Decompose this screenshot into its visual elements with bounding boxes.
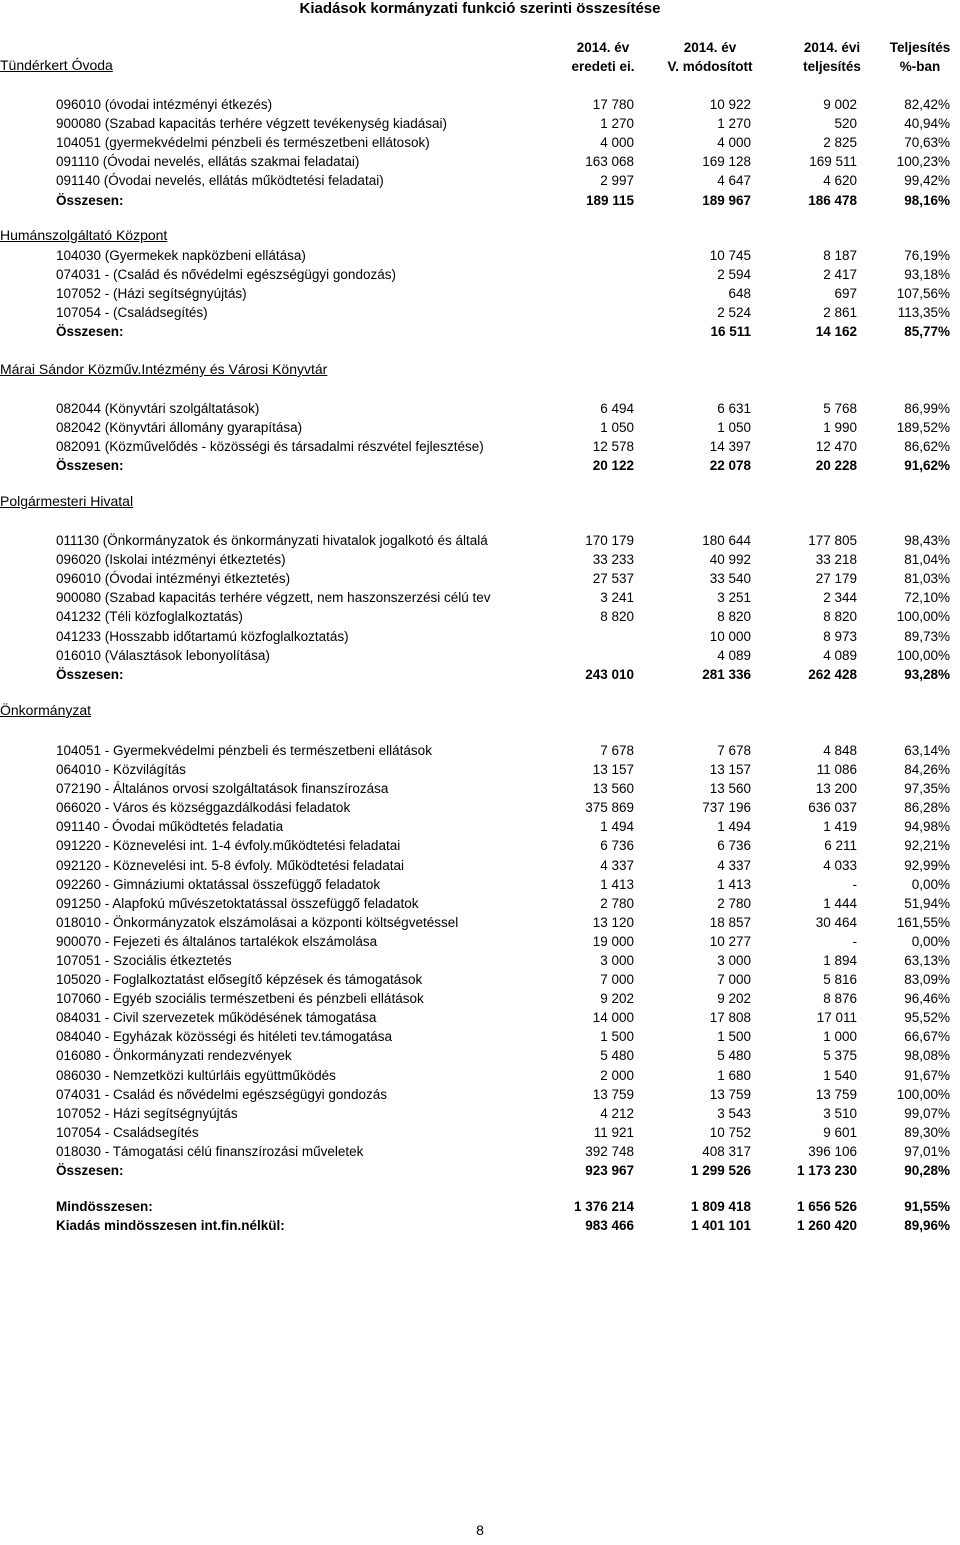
- cell-label: 104051 (gyermekvédelmi pénzbeli és természetbeni ellátosok): [56, 135, 430, 150]
- cell-pct: 89,30%: [904, 1125, 950, 1140]
- cell-v3: 396 106: [808, 1144, 857, 1159]
- table-row: [0, 133, 960, 152]
- cell-v2: 10 922: [709, 97, 751, 112]
- table-row: [0, 817, 960, 836]
- section-total-row: [0, 665, 960, 684]
- org-title: Önkormányzat: [0, 702, 92, 718]
- table-row: [0, 894, 960, 913]
- cell-pct: 93,18%: [904, 267, 950, 282]
- table-row: [0, 1008, 960, 1027]
- cell-v2: 14 397: [709, 439, 751, 454]
- cell-v1: 4 337: [600, 858, 634, 873]
- cell-v2: 13 759: [709, 1087, 751, 1102]
- cell-v3: 1 894: [823, 953, 857, 968]
- cell-v1: 2 000: [600, 1068, 634, 1083]
- cell-v1: 9 202: [600, 991, 634, 1006]
- cell-label: 066020 - Város és községgazdálkodási feladatok: [56, 800, 351, 815]
- section-total-row: [0, 322, 960, 341]
- table-row: [0, 875, 960, 894]
- grand-total-row: [0, 1197, 960, 1216]
- cell-v1: 13 560: [592, 781, 634, 796]
- cell-v3: 8 187: [823, 248, 857, 263]
- cell-v2: 9 202: [717, 991, 751, 1006]
- cell-v2: 281 336: [702, 667, 751, 682]
- cell-pct: 97,01%: [904, 1144, 950, 1159]
- cell-label: 074031 - (Család és nővédelmi egészségügyi gondozás): [56, 267, 396, 282]
- cell-v1: 375 869: [585, 800, 634, 815]
- section-total-row: [0, 191, 960, 210]
- table-row: [0, 171, 960, 190]
- cell-label: 092120 - Köznevelési int. 5-8 évfoly. Működtetési feladatai: [56, 858, 404, 873]
- table-row: [0, 531, 960, 550]
- table-row: [0, 1027, 960, 1046]
- cell-pct: 63,13%: [904, 953, 950, 968]
- cell-label: Összesen:: [56, 193, 124, 208]
- cell-v2: 1 809 418: [690, 1199, 751, 1214]
- cell-v2: 2 594: [717, 267, 751, 282]
- cell-v2: 4 337: [717, 858, 751, 873]
- cell-v3: 11 086: [816, 762, 857, 777]
- table-row: [0, 1123, 960, 1142]
- cell-v2: 10 752: [709, 1125, 751, 1140]
- cell-label: 064010 - Közvilágítás: [56, 762, 186, 777]
- cell-label: 082091 (Közművelődés - közösségi és társadalmi részvétel fejlesztése): [56, 439, 484, 454]
- cell-v1: 6 494: [600, 401, 634, 416]
- cell-v3: 12 470: [815, 439, 857, 454]
- cell-v2: 7 000: [717, 972, 751, 987]
- table-row: [0, 1142, 960, 1161]
- cell-pct: 100,00%: [896, 609, 950, 624]
- table-row: [0, 246, 960, 265]
- cell-pct: 161,55%: [896, 915, 950, 930]
- cell-label: 018010 - Önkormányzatok elszámolásai a központi költségvetéssel: [56, 915, 459, 930]
- cell-v2: 18 857: [709, 915, 751, 930]
- cell-v3: 1 260 420: [796, 1218, 857, 1233]
- cell-v2: 4 000: [717, 135, 751, 150]
- cell-v3: 27 179: [815, 571, 857, 586]
- cell-pct: 81,03%: [904, 571, 950, 586]
- cell-v1: 392 748: [585, 1144, 634, 1159]
- cell-v3: 1 540: [823, 1068, 857, 1083]
- cell-pct: 51,94%: [904, 896, 950, 911]
- cell-v2: 2 780: [717, 896, 751, 911]
- cell-v2: 10 000: [709, 629, 751, 644]
- cell-pct: 189,52%: [896, 420, 950, 435]
- cell-pct: 0,00%: [911, 877, 950, 892]
- cell-v3: 4 848: [823, 743, 857, 758]
- grand-total-row: [0, 1216, 960, 1235]
- cell-label: 018030 - Támogatási célú finanszírozási műveletek: [56, 1144, 364, 1159]
- cell-v3: 169 511: [809, 154, 857, 169]
- table-row: [0, 569, 960, 588]
- cell-label: 091220 - Köznevelési int. 1-4 évfoly.működtetési feladatai: [56, 838, 401, 853]
- cell-pct: 107,56%: [896, 286, 950, 301]
- cell-pct: 86,62%: [904, 439, 950, 454]
- cell-pct: 100,00%: [896, 648, 950, 663]
- cell-label: 016080 - Önkormányzati rendezvények: [56, 1048, 292, 1063]
- cell-v2: 169 128: [702, 154, 751, 169]
- cell-v1: 3 000: [600, 953, 634, 968]
- cell-v2: 6 631: [717, 401, 751, 416]
- cell-pct: 98,43%: [904, 533, 950, 548]
- table-row: [0, 1085, 960, 1104]
- cell-v3: 17 011: [816, 1010, 857, 1025]
- cell-v3: 186 478: [808, 193, 857, 208]
- cell-pct: 113,35%: [897, 305, 950, 320]
- cell-v3: 8 876: [823, 991, 857, 1006]
- cell-pct: 92,21%: [904, 838, 950, 853]
- header-modified-budget: 2014. év V. módosított: [667, 40, 753, 74]
- cell-pct: 0,00%: [911, 934, 950, 949]
- cell-label: 096020 (Iskolai intézményi étkeztetés): [56, 552, 286, 567]
- cell-v2: 10 745: [709, 248, 751, 263]
- header-percent: Teljesítés %-ban: [889, 40, 951, 74]
- cell-v3: 3 510: [823, 1106, 857, 1121]
- cell-label: 107060 - Egyéb szociális természetbeni és pénzbeli ellátások: [56, 991, 424, 1006]
- cell-pct: 97,35%: [904, 781, 950, 796]
- cell-v3: 13 759: [815, 1087, 857, 1102]
- cell-v1: 1 413: [600, 877, 634, 892]
- cell-v1: 1 500: [600, 1029, 634, 1044]
- table-row: [0, 779, 960, 798]
- cell-v1: 11 921: [593, 1125, 634, 1140]
- cell-v1: 6 736: [600, 838, 634, 853]
- cell-v3: 20 228: [815, 458, 857, 473]
- cell-v1: 170 179: [585, 533, 634, 548]
- cell-pct: 99,07%: [904, 1106, 950, 1121]
- cell-v1: 189 115: [585, 193, 634, 208]
- cell-pct: 90,28%: [904, 1163, 950, 1178]
- cell-pct: 94,98%: [904, 819, 950, 834]
- cell-pct: 89,96%: [904, 1218, 950, 1233]
- cell-label: 091250 - Alapfokú művészetoktatással összefüggő feladatok: [56, 896, 419, 911]
- cell-v1: 1 376 214: [573, 1199, 634, 1214]
- cell-pct: 91,67%: [904, 1068, 950, 1083]
- cell-label: 091110 (Óvodai nevelés, ellátás szakmai feladatai): [56, 154, 360, 169]
- cell-v1: 8 820: [600, 609, 634, 624]
- cell-label: 107052 - (Házi segítségnyújtás): [56, 286, 247, 301]
- cell-v2: 17 808: [709, 1010, 751, 1025]
- cell-v3: -: [852, 934, 857, 949]
- header-original-budget: 2014. év eredeti ei.: [571, 40, 635, 74]
- cell-v1: 923 967: [585, 1163, 634, 1178]
- cell-label: 107054 - (Családsegítés): [56, 305, 208, 320]
- cell-pct: 81,04%: [904, 552, 950, 567]
- cell-pct: 91,62%: [904, 458, 950, 473]
- table-row: [0, 932, 960, 951]
- cell-v3: 14 162: [815, 324, 857, 339]
- cell-pct: 93,28%: [904, 667, 950, 682]
- table-row: [0, 550, 960, 569]
- cell-v3: 4 033: [823, 858, 857, 873]
- cell-pct: 40,94%: [904, 116, 950, 131]
- cell-label: 107051 - Szociális étkeztetés: [56, 953, 232, 968]
- cell-v2: 1 299 526: [690, 1163, 751, 1178]
- cell-v3: 1 173 230: [796, 1163, 857, 1178]
- cell-v1: 983 466: [585, 1218, 634, 1233]
- cell-v3: 1 990: [823, 420, 857, 435]
- cell-v1: 4 212: [600, 1106, 634, 1121]
- table-row: [0, 418, 960, 437]
- cell-label: 107054 - Családsegítés: [56, 1125, 199, 1140]
- cell-v3: 2 861: [823, 305, 857, 320]
- cell-v1: 7 000: [600, 972, 634, 987]
- cell-v2: 1 680: [717, 1068, 751, 1083]
- cell-pct: 89,73%: [904, 629, 950, 644]
- table-row: [0, 741, 960, 760]
- cell-label: 041233 (Hosszabb időtartamú közfoglalkoztatás): [56, 629, 349, 644]
- table-row: [0, 303, 960, 322]
- cell-v2: 1 500: [717, 1029, 751, 1044]
- section-total-row: [0, 456, 960, 475]
- table-row: [0, 913, 960, 932]
- cell-label: Összesen:: [56, 667, 124, 682]
- cell-pct: 98,08%: [904, 1048, 950, 1063]
- cell-v3: 5 375: [823, 1048, 857, 1063]
- cell-v3: 6 211: [824, 838, 857, 853]
- cell-v2: 648: [728, 286, 751, 301]
- table-row: [0, 1066, 960, 1085]
- cell-pct: 76,19%: [904, 248, 950, 263]
- cell-pct: 83,09%: [904, 972, 950, 987]
- cell-v1: 13 120: [592, 915, 634, 930]
- cell-label: Összesen:: [56, 458, 124, 473]
- table-row: [0, 399, 960, 418]
- table-row: [0, 1104, 960, 1123]
- table-row: [0, 836, 960, 855]
- cell-v2: 4 089: [717, 648, 751, 663]
- cell-label: 096010 (Óvodai intézményi étkeztetés): [56, 571, 291, 586]
- table-row: [0, 970, 960, 989]
- cell-v2: 1 413: [717, 877, 751, 892]
- cell-v2: 8 820: [717, 609, 751, 624]
- cell-label: 900080 (Szabad kapacitás terhére végzett tevékenység kiadásai): [56, 116, 447, 131]
- cell-v3: 1 000: [823, 1029, 857, 1044]
- cell-pct: 72,10%: [904, 590, 950, 605]
- cell-label: 107052 - Házi segítségnyújtás: [56, 1106, 238, 1121]
- cell-v3: 520: [834, 116, 857, 131]
- cell-v1: 1 494: [600, 819, 634, 834]
- cell-v3: -: [852, 877, 857, 892]
- cell-label: 074031 - Család és nővédelmi egészségügyi gondozás: [56, 1087, 387, 1102]
- cell-v3: 177 805: [808, 533, 857, 548]
- cell-v1: 1 050: [600, 420, 634, 435]
- cell-v1: 7 678: [600, 743, 634, 758]
- table-row: [0, 607, 960, 626]
- cell-v2: 1 270: [717, 116, 751, 131]
- cell-v1: 12 578: [592, 439, 634, 454]
- table-row: [0, 856, 960, 875]
- cell-pct: 86,99%: [904, 401, 950, 416]
- org-title: Polgármesteri Hivatal: [0, 493, 134, 509]
- cell-v3: 262 428: [808, 667, 857, 682]
- cell-pct: 98,16%: [904, 193, 950, 208]
- cell-label: Összesen:: [56, 324, 124, 339]
- cell-v3: 8 973: [823, 629, 857, 644]
- table-row: [0, 437, 960, 456]
- cell-v3: 4 620: [823, 173, 857, 188]
- cell-label: 091140 - Óvodai működtetés feladatia: [56, 819, 284, 834]
- table-row: [0, 798, 960, 817]
- cell-v1: 3 241: [600, 590, 634, 605]
- table-row: [0, 95, 960, 114]
- table-row: [0, 951, 960, 970]
- cell-v1: 20 122: [592, 458, 634, 473]
- cell-v2: 13 157: [709, 762, 751, 777]
- cell-v2: 33 540: [709, 571, 751, 586]
- cell-v1: 13 157: [592, 762, 634, 777]
- cell-v3: 9 601: [823, 1125, 857, 1140]
- org-title-tunderkert: Tündérkert Óvoda: [0, 57, 113, 73]
- cell-v3: 5 816: [823, 972, 857, 987]
- cell-v1: 33 233: [592, 552, 634, 567]
- cell-pct: 96,46%: [904, 991, 950, 1006]
- cell-label: 041232 (Téli közfoglalkoztatás): [56, 609, 243, 624]
- cell-pct: 70,63%: [904, 135, 950, 150]
- cell-v1: 2 780: [600, 896, 634, 911]
- cell-label: Kiadás mindösszesen int.fin.nélkül:: [56, 1218, 285, 1233]
- cell-label: 104030 (Gyermekek napközbeni ellátása): [56, 248, 306, 263]
- cell-label: 092260 - Gimnáziumi oktatással összefüggő feladatok: [56, 877, 381, 892]
- cell-pct: 95,52%: [904, 1010, 950, 1025]
- cell-v2: 189 967: [702, 193, 751, 208]
- cell-label: 900070 - Fejezeti és általános tartalékok elszámolása: [56, 934, 378, 949]
- cell-v2: 3 543: [717, 1106, 751, 1121]
- cell-v1: 1 270: [600, 116, 634, 131]
- cell-pct: 91,55%: [904, 1199, 950, 1214]
- cell-pct: 66,67%: [904, 1029, 950, 1044]
- cell-label: 084040 - Egyházak közösségi és hitéleti tev.támogatása: [56, 1029, 392, 1044]
- cell-label: 011130 (Önkormányzatok és önkormányzati hivatalok jogalkotó és általá: [56, 533, 488, 548]
- cell-v3: 2 344: [823, 590, 857, 605]
- cell-v3: 4 089: [823, 648, 857, 663]
- cell-v2: 10 277: [709, 934, 751, 949]
- cell-v1: 27 537: [592, 571, 634, 586]
- org-title: Humánszolgáltató Központ: [0, 227, 168, 243]
- cell-v1: 243 010: [585, 667, 634, 682]
- cell-pct: 100,23%: [896, 154, 950, 169]
- cell-v2: 1 494: [717, 819, 751, 834]
- cell-pct: 63,14%: [904, 743, 950, 758]
- cell-v1: 14 000: [592, 1010, 634, 1025]
- cell-v1: 19 000: [592, 934, 634, 949]
- table-row: [0, 152, 960, 171]
- cell-pct: 92,99%: [904, 858, 950, 873]
- cell-label: 072190 - Általános orvosi szolgáltatások finanszírozása: [56, 781, 389, 796]
- cell-v2: 4 647: [717, 173, 751, 188]
- cell-label: 084031 - Civil szervezetek működésének támogatása: [56, 1010, 377, 1025]
- cell-label: 104051 - Gyermekvédelmi pénzbeli és természetbeni ellátások: [56, 743, 432, 758]
- cell-label: Összesen:: [56, 1163, 124, 1178]
- cell-label: Mindösszesen:: [56, 1199, 153, 1214]
- org-title: Márai Sándor Közműv.Intézmény és Városi Könyvtár: [0, 361, 328, 377]
- cell-v3: 2 417: [823, 267, 857, 282]
- cell-label: 082044 (Könyvtári szolgáltatások): [56, 401, 260, 416]
- table-row: [0, 1046, 960, 1065]
- cell-pct: 86,28%: [904, 800, 950, 815]
- table-row: [0, 265, 960, 284]
- cell-v1: 5 480: [600, 1048, 634, 1063]
- cell-v3: 9 002: [823, 97, 857, 112]
- cell-v2: 22 078: [709, 458, 751, 473]
- cell-v2: 1 401 101: [690, 1218, 751, 1233]
- cell-v2: 180 644: [702, 533, 751, 548]
- table-row: [0, 646, 960, 665]
- cell-v2: 40 992: [709, 552, 751, 567]
- cell-label: 091140 (Óvodai nevelés, ellátás működtetési feladatai): [56, 173, 384, 188]
- cell-pct: 100,00%: [896, 1087, 950, 1102]
- cell-v2: 408 317: [702, 1144, 751, 1159]
- cell-v2: 13 560: [709, 781, 751, 796]
- cell-label: 096010 (óvodai intézményi étkezés): [56, 97, 273, 112]
- cell-v2: 3 251: [717, 590, 751, 605]
- cell-label: 082042 (Könyvtári állomány gyarapítása): [56, 420, 303, 435]
- page-number: 8: [476, 1522, 484, 1538]
- cell-v1: 4 000: [600, 135, 634, 150]
- cell-pct: 82,42%: [904, 97, 950, 112]
- table-row: [0, 989, 960, 1008]
- cell-v2: 3 000: [717, 953, 751, 968]
- cell-v1: 13 759: [592, 1087, 634, 1102]
- cell-pct: 99,42%: [904, 173, 950, 188]
- table-row: [0, 760, 960, 779]
- table-row: [0, 114, 960, 133]
- cell-v2: 6 736: [717, 838, 751, 853]
- cell-v3: 30 464: [815, 915, 857, 930]
- cell-v3: 8 820: [823, 609, 857, 624]
- cell-v3: 2 825: [823, 135, 857, 150]
- cell-v2: 16 511: [710, 324, 751, 339]
- section-total-row: [0, 1161, 960, 1180]
- cell-v3: 33 218: [815, 552, 857, 567]
- cell-v1: 17 780: [592, 97, 634, 112]
- cell-v3: 636 037: [808, 800, 857, 815]
- cell-v2: 2 524: [717, 305, 751, 320]
- cell-v3: 1 656 526: [796, 1199, 857, 1214]
- table-row: [0, 588, 960, 607]
- header-actual: 2014. évi teljesítés: [803, 40, 861, 74]
- cell-v2: 5 480: [717, 1048, 751, 1063]
- cell-v3: 1 444: [823, 896, 857, 911]
- cell-label: 900080 (Szabad kapacitás terhére végzett, nem haszonszerzési célú tev: [56, 590, 491, 605]
- page-title: Kiadások kormányzati funkció szerinti összesítése: [299, 0, 661, 17]
- cell-v2: 1 050: [717, 420, 751, 435]
- cell-v2: 737 196: [702, 800, 751, 815]
- cell-v1: 2 997: [600, 173, 634, 188]
- table-row: [0, 284, 960, 303]
- cell-label: 016010 (Választások lebonyolítása): [56, 648, 270, 663]
- cell-label: 086030 - Nemzetközi kultúrláis együttműködés: [56, 1068, 336, 1083]
- cell-v1: 163 068: [585, 154, 634, 169]
- cell-v3: 697: [834, 286, 857, 301]
- cell-v2: 7 678: [717, 743, 751, 758]
- cell-v3: 13 200: [815, 781, 857, 796]
- cell-pct: 85,77%: [904, 324, 950, 339]
- cell-label: 105020 - Foglalkoztatást elősegítő képzések és támogatások: [56, 972, 423, 987]
- table-row: [0, 627, 960, 646]
- cell-v3: 1 419: [823, 819, 857, 834]
- cell-v3: 5 768: [823, 401, 857, 416]
- cell-pct: 84,26%: [904, 762, 950, 777]
